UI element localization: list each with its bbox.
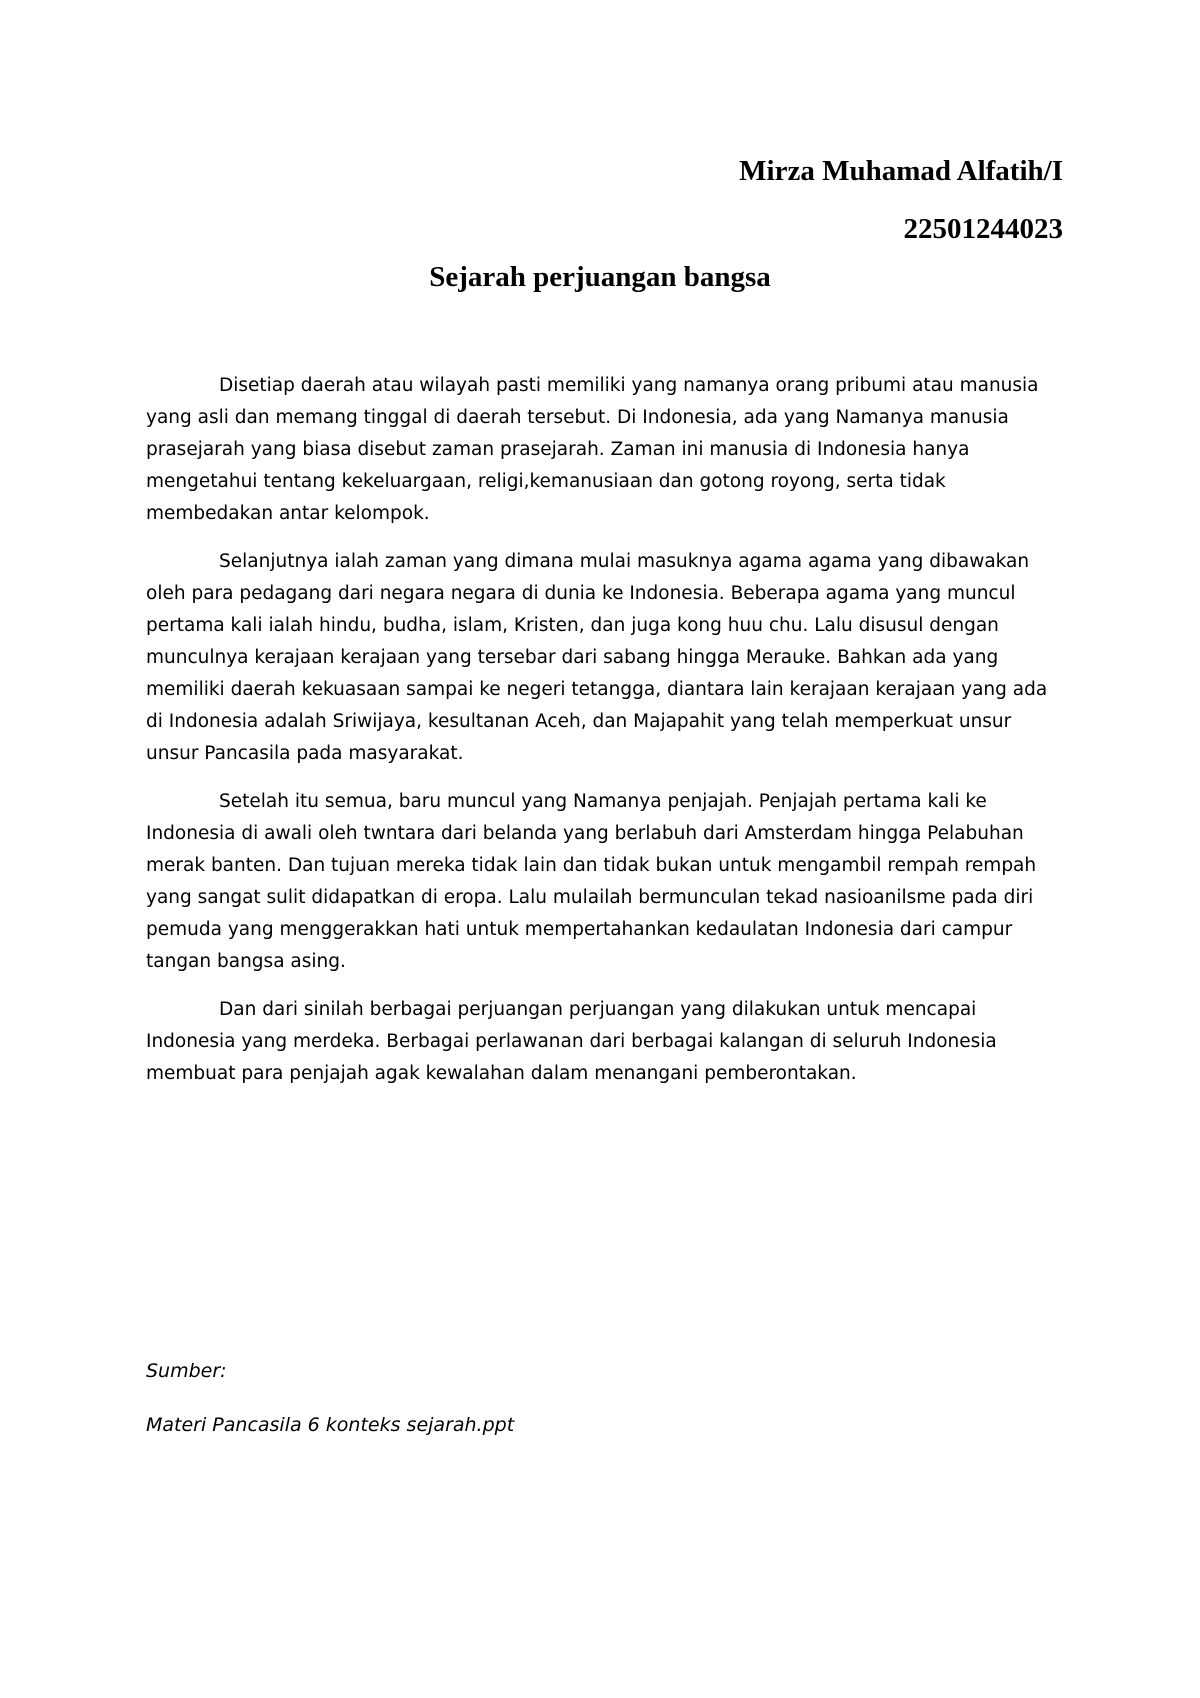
student-id: 22501244023	[903, 213, 1063, 245]
document-title: Sejarah perjuangan bangsa	[429, 261, 771, 293]
source-reference: Materi Pancasila 6 konteks sejarah.ppt	[146, 1414, 515, 1436]
paragraph: Setelah itu semua, baru muncul yang Namanya penjajah. Penjajah pertama kali ke Indonesia di awali oleh twntara dari belanda yang berlabuh dari Amsterdam hingga Pelabuhan merak banten. Dan tujuan mereka tidak lain dan tidak bukan untuk mengambil rempah rempah yang sangat sulit didapatkan di eropa. Lalu mulailah bermunculan tekad nasioanilsme pada diri pemuda yang menggerakkan hati untuk mempertahankan kedaulatan Indonesia dari campur tangan bangsa asing.	[146, 791, 1037, 972]
essay-body	[146, 370, 1064, 1106]
paragraph: Selanjutnya ialah zaman yang dimana mulai masuknya agama agama yang dibawakan oleh para pedagang dari negara negara di dunia ke Indonesia. Beberapa agama yang muncul pertama kali ialah hindu, budha, islam, Kristen, dan juga kong huu chu. Lalu disusul dengan munculnya kerajaan kerajaan yang tersebar dari sabang hingga Merauke. Bahkan ada yang memiliki daerah kekuasaan sampai ke negeri tetangga, diantara lain kerajaan kerajaan yang ada di Indonesia adalah Sriwijaya, kesultanan Aceh, dan Majapahit yang telah memperkuat unsur unsur Pancasila pada masyarakat.	[146, 551, 1048, 764]
paragraph: Disetiap daerah atau wilayah pasti memiliki yang namanya orang pribumi atau manusia yang asli dan memang tinggal di daerah tersebut. Di Indonesia, ada yang Namanya manusia prasejarah yang biasa disebut zaman prasejarah. Zaman ini manusia di Indonesia hanya mengetahui tentang kekeluargaan, religi,kemanusiaan dan gotong royong, serta tidak membedakan antar kelompok.	[146, 375, 1039, 524]
author-name: Mirza Muhamad Alfatih/I	[739, 155, 1063, 187]
paragraph: Dan dari sinilah berbagai perjuangan perjuangan yang dilakukan untuk mencapai Indonesia yang merdeka. Berbagai perlawanan dari berbagai kalangan di seluruh Indonesia membuat para penjajah agak kewalahan dalam menangani pemberontakan.	[146, 999, 997, 1084]
author-block	[739, 142, 1063, 258]
source-block	[146, 1355, 514, 1441]
source-label: Sumber:	[146, 1360, 227, 1382]
